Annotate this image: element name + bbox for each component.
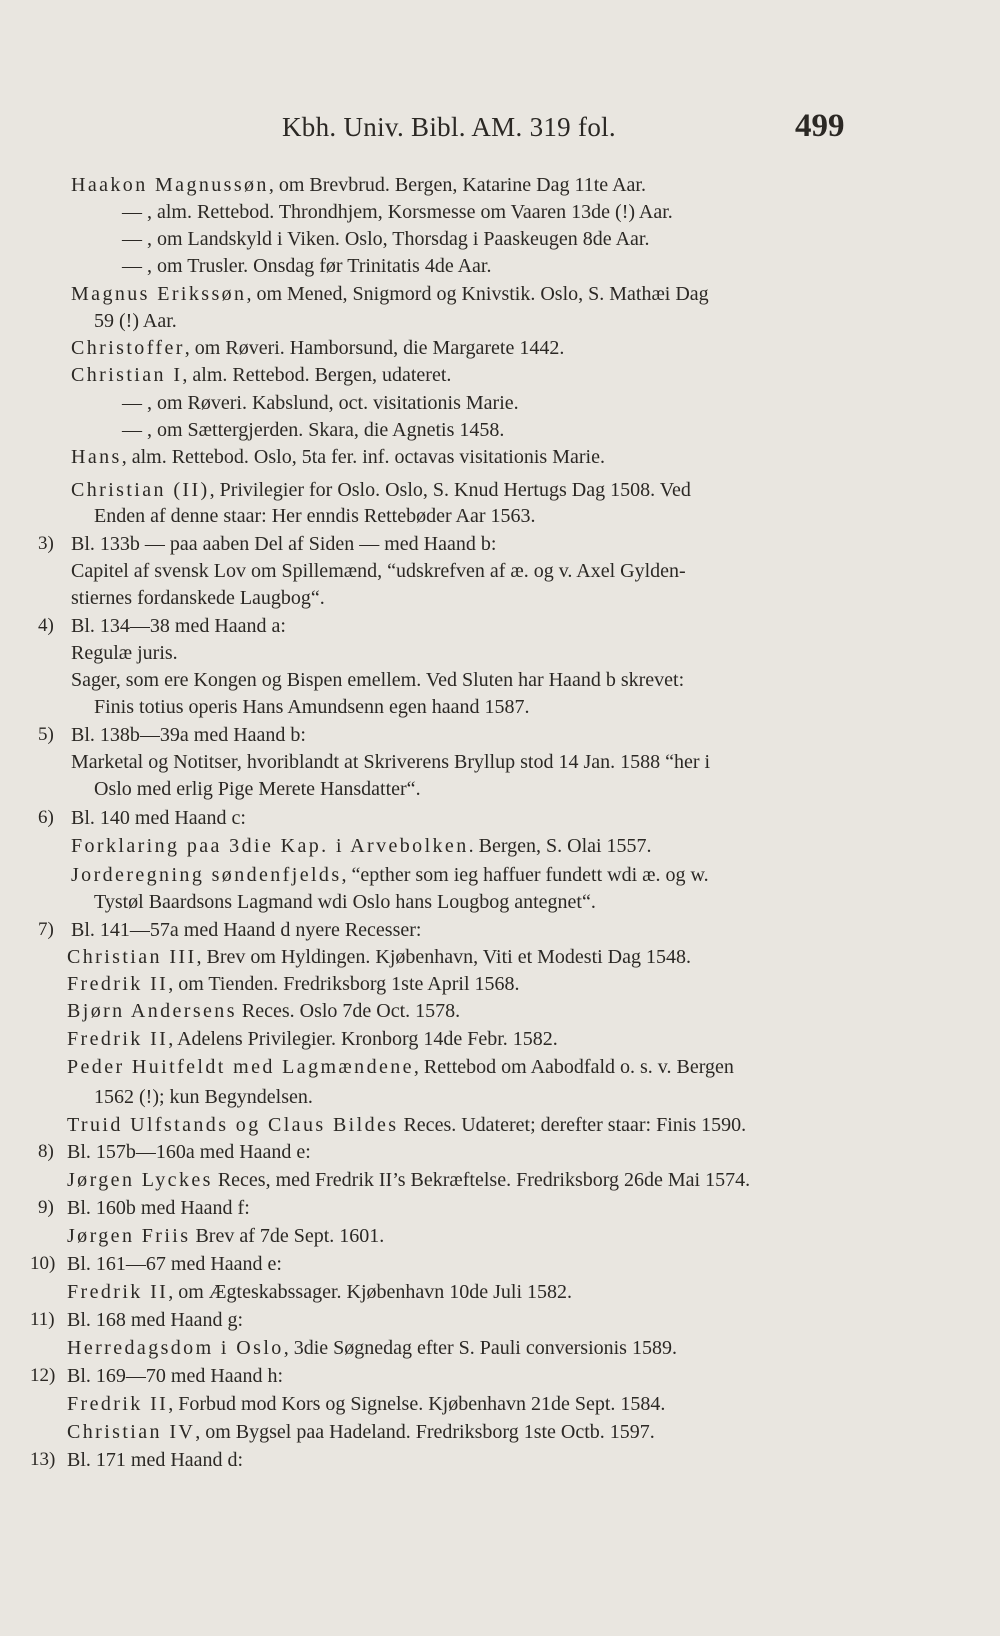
- text-line: Christian I, alm. Rettebod. Bergen, udateret.: [71, 364, 452, 386]
- text-line: Bl. 157b—160a med Haand e:: [67, 1141, 311, 1163]
- text-line: Bl. 141—57a med Haand d nyere Recesser:: [71, 919, 422, 941]
- text-line: Enden af denne staar: Her enndis Rettebøder Aar 1563.: [94, 505, 536, 527]
- section-number: 12): [30, 1365, 56, 1386]
- text-line: stiernes fordanskede Laugbog“.: [71, 587, 325, 609]
- text-line: Forklaring paa 3die Kap. i Arvebolken. Bergen, S. Olai 1557.: [71, 835, 652, 857]
- section-number: 9): [38, 1197, 54, 1218]
- page-number: 499: [795, 108, 845, 144]
- text-line: Oslo med erlig Pige Merete Hansdatter“.: [94, 778, 421, 800]
- text-line: Jørgen Lyckes Reces, med Fredrik II’s Bekræftelse. Fredriksborg 26de Mai 1574.: [67, 1169, 751, 1191]
- section-number: 8): [38, 1141, 54, 1162]
- text-line: 59 (!) Aar.: [94, 310, 177, 332]
- text-line: Truid Ulfstands og Claus Bildes Reces. Udateret; derefter staar: Finis 1590.: [67, 1114, 747, 1136]
- text-line: Sager, som ere Kongen og Bispen emellem. Ved Sluten har Haand b skrevet:: [71, 669, 685, 691]
- section-number: 11): [30, 1309, 55, 1330]
- text-line: Bl. 160b med Haand f:: [67, 1197, 250, 1219]
- text-line: 1562 (!); kun Begyndelsen.: [94, 1086, 313, 1108]
- text-line: Fredrik II, om Ægteskabssager. Kjøbenhavn 10de Juli 1582.: [67, 1281, 573, 1303]
- section-number: 13): [30, 1449, 56, 1470]
- section-number: 4): [38, 615, 54, 636]
- text-line: Bjørn Andersens Reces. Oslo 7de Oct. 1578.: [67, 1000, 461, 1022]
- text-line: Jorderegning søndenfjelds, “epther som ieg haffuer fundett wdi æ. og w.: [71, 864, 709, 886]
- text-line: Fredrik II, Adelens Privilegier. Kronborg 14de Febr. 1582.: [67, 1028, 558, 1050]
- text-line: — , om Røveri. Kabslund, oct. visitationis Marie.: [122, 392, 519, 414]
- text-line: — , om Sættergjerden. Skara, die Agnetis 1458.: [122, 419, 505, 441]
- text-line: Hans, alm. Rettebod. Oslo, 5ta fer. inf. octavas visitationis Marie.: [71, 446, 605, 468]
- text-line: Peder Huitfeldt med Lagmændene, Rettebod om Aabodfald o. s. v. Bergen: [67, 1056, 734, 1078]
- text-line: — , alm. Rettebod. Throndhjem, Korsmesse om Vaaren 13de (!) Aar.: [122, 201, 673, 223]
- text-line: Finis totius operis Hans Amundsenn egen haand 1587.: [94, 696, 530, 718]
- text-line: Bl. 171 med Haand d:: [67, 1449, 244, 1471]
- text-line: — , om Trusler. Onsdag før Trinitatis 4de Aar.: [122, 255, 492, 277]
- text-line: Capitel af svensk Lov om Spillemænd, “udskrefven af æ. og v. Axel Gylden-: [71, 560, 686, 582]
- section-number: 10): [30, 1253, 56, 1274]
- text-line: Bl. 134—38 med Haand a:: [71, 615, 286, 637]
- text-line: Magnus Erikssøn, om Mened, Snigmord og Knivstik. Oslo, S. Mathæi Dag: [71, 283, 709, 305]
- text-line: Bl. 169—70 med Haand h:: [67, 1365, 284, 1387]
- text-line: Herredagsdom i Oslo, 3die Søgnedag efter S. Pauli conversionis 1589.: [67, 1337, 677, 1359]
- section-number: 7): [38, 919, 54, 940]
- text-line: Regulæ juris.: [71, 642, 178, 664]
- text-line: Bl. 140 med Haand c:: [71, 807, 246, 829]
- text-line: Fredrik II, om Tienden. Fredriksborg 1ste April 1568.: [67, 973, 520, 995]
- text-line: Bl. 168 med Haand g:: [67, 1309, 244, 1331]
- text-line: Tystøl Baardsons Lagmand wdi Oslo hans Lougbog antegnet“.: [94, 891, 596, 913]
- text-line: Christian III, Brev om Hyldingen. Kjøbenhavn, Viti et Modesti Dag 1548.: [67, 946, 691, 968]
- text-line: Haakon Magnussøn, om Brevbrud. Bergen, Katarine Dag 11te Aar.: [71, 174, 646, 196]
- text-line: — , om Landskyld i Viken. Oslo, Thorsdag i Paaskeugen 8de Aar.: [122, 228, 650, 250]
- text-line: Fredrik II, Forbud mod Kors og Signelse. Kjøbenhavn 21de Sept. 1584.: [67, 1393, 666, 1415]
- section-number: 6): [38, 807, 54, 828]
- page-title: Kbh. Univ. Bibl. AM. 319 fol.: [282, 112, 616, 142]
- text-line: Christian (II), Privilegier for Oslo. Oslo, S. Knud Hertugs Dag 1508. Ved: [71, 479, 691, 501]
- text-line: Marketal og Notitser, hvoriblandt at Skriverens Bryllup stod 14 Jan. 1588 “her i: [71, 751, 711, 773]
- text-line: Bl. 138b—39a med Haand b:: [71, 724, 306, 746]
- text-line: Bl. 161—67 med Haand e:: [67, 1253, 282, 1275]
- text-line: Bl. 133b — paa aaben Del af Siden — med Haand b:: [71, 533, 497, 555]
- text-line: Christian IV, om Bygsel paa Hadeland. Fredriksborg 1ste Octb. 1597.: [67, 1421, 655, 1443]
- text-line: Christoffer, om Røveri. Hamborsund, die Margarete 1442.: [71, 337, 565, 359]
- section-number: 3): [38, 533, 54, 554]
- page-header: [0, 108, 1000, 148]
- section-number: 5): [38, 724, 54, 745]
- text-line: Jørgen Friis Brev af 7de Sept. 1601.: [67, 1225, 385, 1247]
